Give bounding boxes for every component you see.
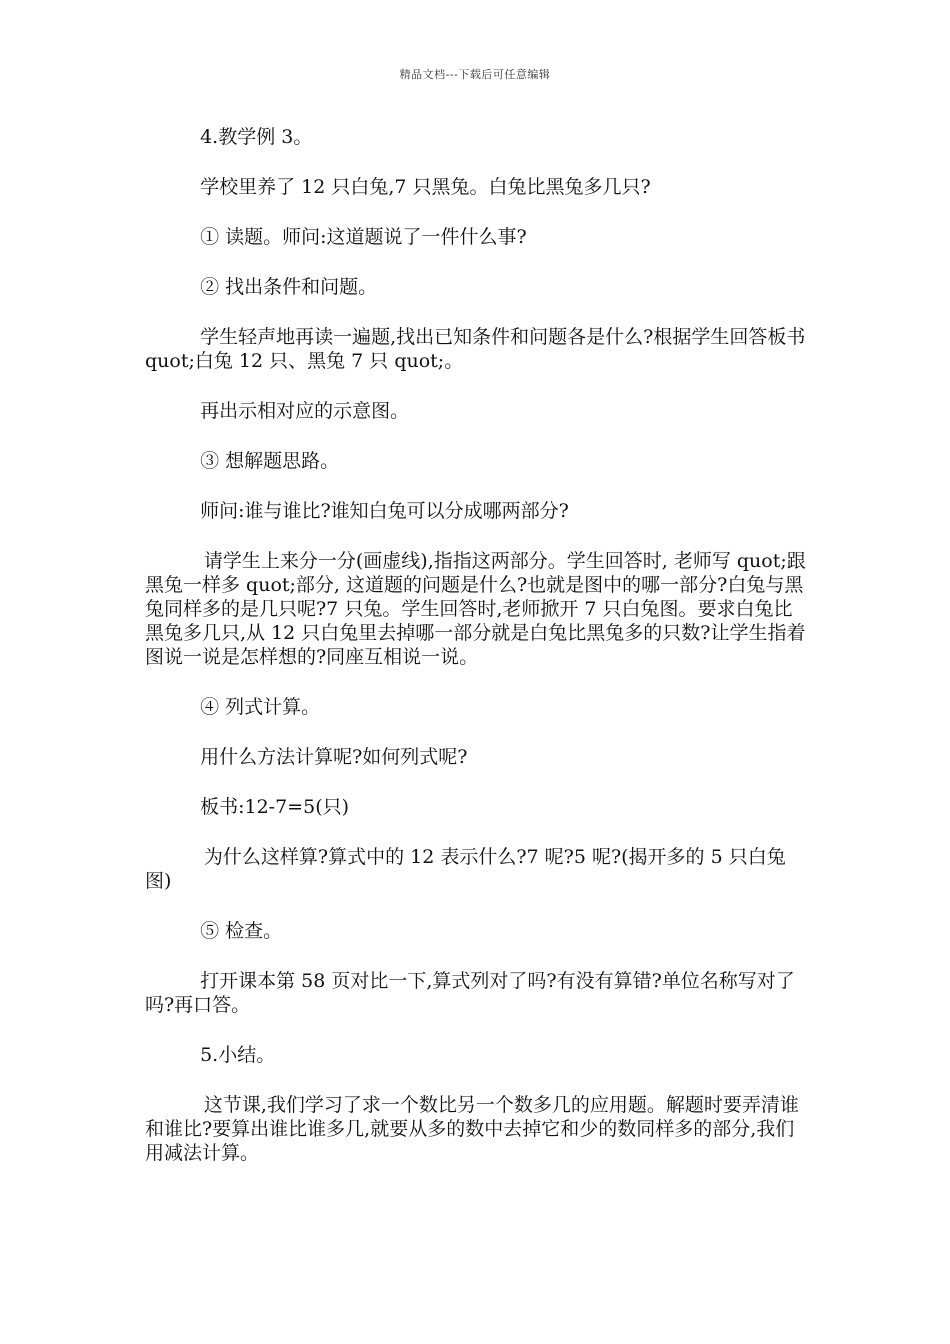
paragraph-summary-body: 这节课,我们学习了求一个数比另一个数多几的应用题。解题时要弄清谁和谁比?要算出谁比谁多几,就要从多的数中去掉它和少的数同样多的部分,我们用减法计算。 — [145, 1094, 799, 1164]
paragraph-method-question: 用什么方法计算呢?如何列式呢? — [200, 746, 468, 768]
paragraph-teacher-question: 师问:谁与谁比?谁知白兔可以分成哪两部分? — [200, 500, 569, 522]
paragraph-student-reread: 学生轻声地再读一遍题,找出已知条件和问题各是什么?根据学生回答板书 quot;白兔 12 只、黑兔 7 只 quot;。 — [145, 326, 806, 372]
paragraph-problem-statement: 学校里养了 12 只白兔,7 只黑兔。白兔比黑兔多几只? — [200, 176, 651, 198]
page-header: 精品文档---下载后可任意编辑 — [399, 68, 551, 81]
paragraph-step-find-conditions: ② 找出条件和问题。 — [200, 276, 378, 298]
paragraph-open-textbook: 打开课本第 58 页对比一下,算式列对了吗?有没有算错?单位名称写对了吗?再口答。 — [145, 970, 795, 1016]
paragraph-step-think: ③ 想解题思路。 — [200, 450, 340, 472]
paragraph-show-diagram: 再出示相对应的示意图。 — [200, 400, 410, 422]
document-body — [145, 125, 807, 1191]
paragraph-step-check: ⑤ 检查。 — [200, 920, 283, 942]
paragraph-board-formula: 板书:12-7=5(只) — [200, 796, 350, 818]
paragraph-why-question: 为什么这样算?算式中的 12 表示什么?7 呢?5 呢?(揭开多的 5 只白兔图) — [145, 846, 786, 892]
paragraph-example-heading: 4.教学例 3。 — [200, 126, 313, 148]
paragraph-step-calculate: ④ 列式计算。 — [200, 696, 321, 718]
paragraph-student-divide: 请学生上来分一分(画虚线),指指这两部分。学生回答时, 老师写 quot;跟黑兔一样多 quot;部分, 这道题的问题是什么?也就是图中的哪一部分?白兔与黑兔同样多的是几只呢?7 只兔。学生回答时,老师掀开 7 只白兔图。要求白兔比黑兔多几只,从 12 只白兔里去掉哪一部分就是白兔比黑兔多的只数?让学生指着图说一说是怎样想的?同座互相说一说。 — [145, 550, 806, 668]
paragraph-summary-heading: 5.小结。 — [200, 1044, 276, 1066]
paragraph-step-read: ① 读题。师问:这道题说了一件什么事? — [200, 226, 527, 248]
